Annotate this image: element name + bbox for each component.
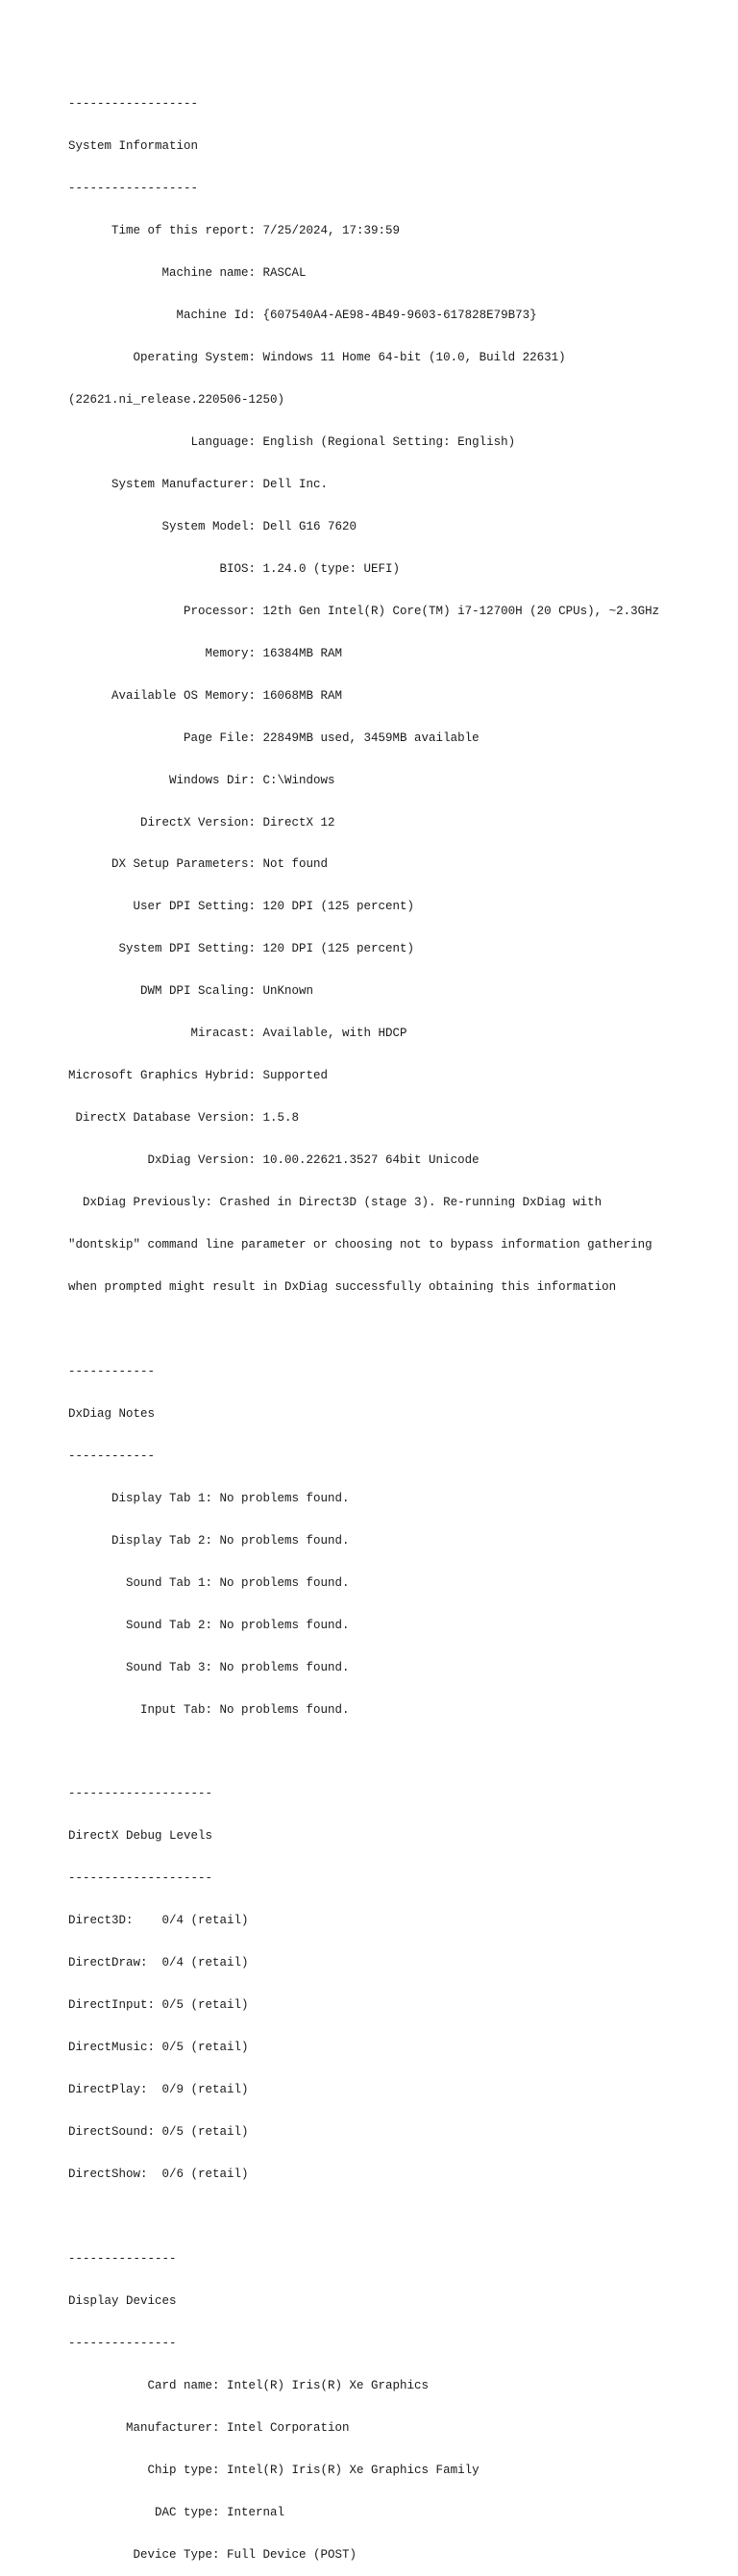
sound-tab-1-note: Sound Tab 1: No problems found. — [68, 1575, 350, 1590]
display-tab-2-note: Display Tab 2: No problems found. — [68, 1533, 350, 1548]
dxdiag-previously-line-3: when prompted might result in DxDiag successfully obtaining this information — [68, 1280, 617, 1294]
dxdiag-notes-rule-top: ------------ — [68, 1364, 156, 1378]
memory-line: Memory: 16384MB RAM — [68, 646, 343, 660]
user-dpi-setting-line: User DPI Setting: 120 DPI (125 percent) — [68, 900, 415, 914]
machine-name-line: Machine name: RASCAL — [68, 266, 307, 281]
display-tab-1-note: Display Tab 1: No problems found. — [68, 1491, 350, 1505]
debug-levels-rule-top: -------------------- — [68, 1787, 213, 1801]
system-information-rule-bottom: ------------------ — [68, 182, 199, 196]
windows-dir-line: Windows Dir: C:\Windows — [68, 773, 335, 787]
miracast-line: Miracast: Available, with HDCP — [68, 1027, 407, 1041]
blank-line — [68, 2210, 659, 2224]
dwm-dpi-scaling-line: DWM DPI Scaling: UnKnown — [68, 984, 314, 999]
bios-line: BIOS: 1.24.0 (type: UEFI) — [68, 561, 401, 576]
sound-tab-2-note: Sound Tab 2: No problems found. — [68, 1618, 350, 1632]
processor-line: Processor: 12th Gen Intel(R) Core(TM) i7-12700H (20 CPUs), ~2.3GHz — [68, 604, 660, 618]
blank-line — [68, 1323, 659, 1337]
direct3d-level: Direct3D: 0/4 (retail) — [68, 1914, 249, 1928]
input-tab-note: Input Tab: No problems found. — [68, 1702, 350, 1717]
dxdiag-previously-line-2: "dontskip" command line parameter or choosing not to bypass information gathering — [68, 1238, 652, 1252]
chip-type-line: Chip type: Intel(R) Iris(R) Xe Graphics Family — [68, 2463, 480, 2477]
directx-database-version-line: DirectX Database Version: 1.5.8 — [68, 1111, 300, 1126]
system-information-rule-top: ------------------ — [68, 97, 199, 111]
graphics-hybrid-line: Microsoft Graphics Hybrid: Supported — [68, 1069, 329, 1083]
dac-type-line: DAC type: Internal — [68, 2505, 285, 2519]
language-line: Language: English (Regional Setting: English) — [68, 434, 516, 449]
directplay-level: DirectPlay: 0/9 (retail) — [68, 2083, 249, 2097]
directshow-level: DirectShow: 0/6 (retail) — [68, 2167, 249, 2182]
dx-setup-parameters-line: DX Setup Parameters: Not found — [68, 857, 329, 872]
available-os-memory-line: Available OS Memory: 16068MB RAM — [68, 688, 343, 703]
directmusic-level: DirectMusic: 0/5 (retail) — [68, 2041, 249, 2055]
device-type-line: Device Type: Full Device (POST) — [68, 2547, 357, 2562]
page-file-line: Page File: 22849MB used, 3459MB available — [68, 731, 480, 745]
display-devices-rule-bottom: --------------- — [68, 2336, 177, 2350]
blank-line — [68, 1745, 659, 1759]
dxdiag-previously-line: DxDiag Previously: Crashed in Direct3D (stage 3). Re-running DxDiag with — [68, 1196, 603, 1210]
directinput-level: DirectInput: 0/5 (retail) — [68, 1998, 249, 2013]
directsound-level: DirectSound: 0/5 (retail) — [68, 2125, 249, 2140]
system-dpi-setting-line: System DPI Setting: 120 DPI (125 percent) — [68, 942, 415, 956]
system-manufacturer-line: System Manufacturer: Dell Inc. — [68, 477, 329, 491]
dxdiag-notes-heading: DxDiag Notes — [68, 1406, 156, 1421]
debug-levels-heading: DirectX Debug Levels — [68, 1829, 213, 1844]
system-information-heading: System Information — [68, 139, 199, 154]
operating-system-line: Operating System: Windows 11 Home 64-bit (10.0, Build 22631) — [68, 351, 566, 365]
dxdiag-notes-rule-bottom: ------------ — [68, 1449, 156, 1463]
machine-id-line: Machine Id: {607540A4-AE98-4B49-9603-617828E79B73} — [68, 309, 537, 323]
dxdiag-version-line: DxDiag Version: 10.00.22621.3527 64bit Unicode — [68, 1153, 480, 1168]
debug-levels-rule-bottom: -------------------- — [68, 1871, 213, 1886]
dxdiag-report — [68, 69, 659, 2576]
card-name-line: Card name: Intel(R) Iris(R) Xe Graphics — [68, 2378, 430, 2392]
system-model-line: System Model: Dell G16 7620 — [68, 519, 357, 533]
manufacturer-line: Manufacturer: Intel Corporation — [68, 2420, 350, 2435]
operating-system-line-continued: (22621.ni_release.220506-1250) — [68, 392, 285, 407]
directdraw-level: DirectDraw: 0/4 (retail) — [68, 1956, 249, 1970]
display-devices-rule-top: --------------- — [68, 2251, 177, 2266]
time-of-report-line: Time of this report: 7/25/2024, 17:39:59 — [68, 224, 401, 238]
directx-version-line: DirectX Version: DirectX 12 — [68, 815, 335, 830]
display-devices-heading: Display Devices — [68, 2293, 177, 2308]
sound-tab-3-note: Sound Tab 3: No problems found. — [68, 1660, 350, 1674]
